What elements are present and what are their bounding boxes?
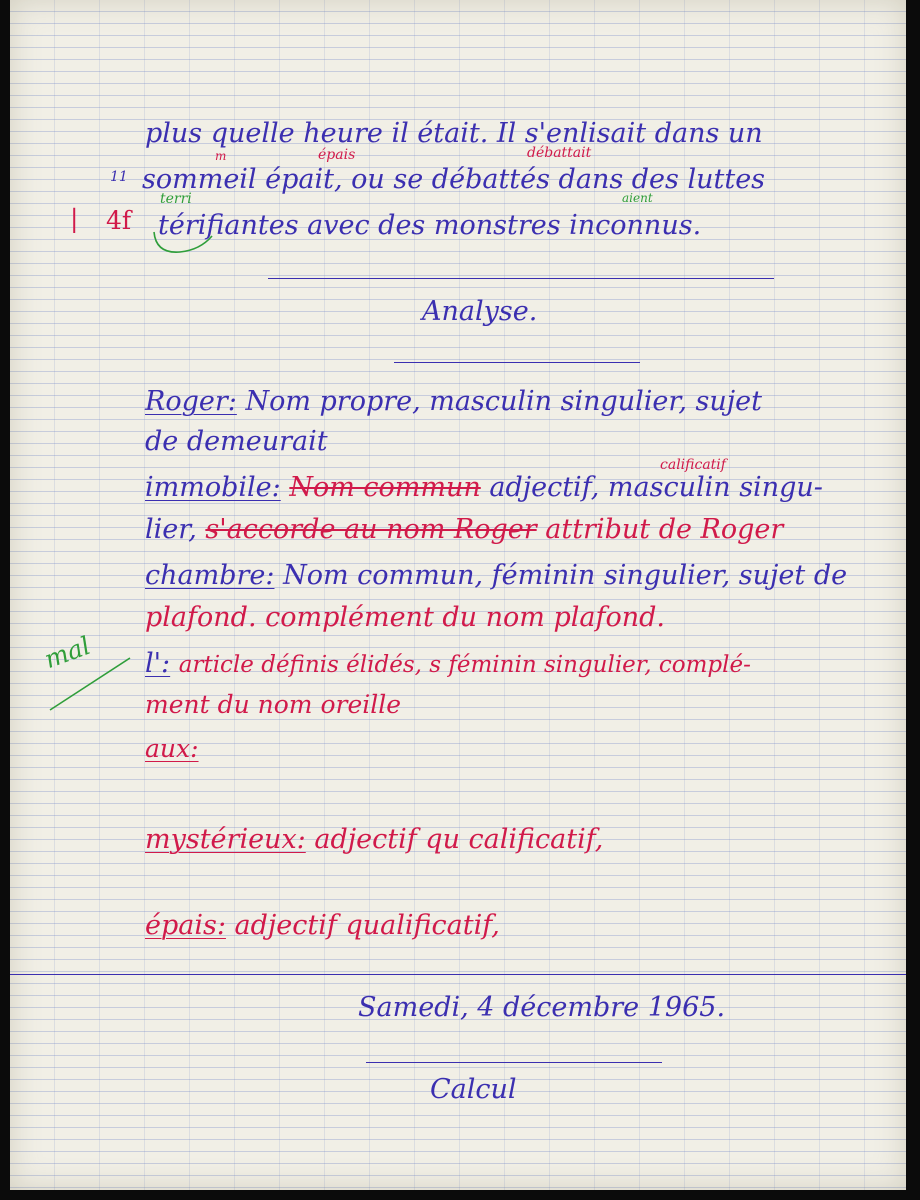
- immobile-cont-b: attribut de Roger: [545, 514, 784, 545]
- immobile-cont-a: lier,: [145, 514, 197, 545]
- analyse-immobile-line: [145, 474, 823, 501]
- notebook-page: [10, 0, 906, 1190]
- roger-label: Roger:: [145, 386, 237, 417]
- immobile-label: immobile:: [145, 472, 281, 503]
- l-label: l':: [145, 648, 171, 679]
- analyse-chambre-line: [145, 562, 847, 589]
- immobile-strike-2: s'accorde au nom Roger: [205, 514, 537, 545]
- text-line-1: plus quelle heure il était. Il s'enlisait dans un: [145, 118, 763, 149]
- divider-3: [366, 1062, 662, 1063]
- divider-2: [394, 362, 640, 363]
- chambre-text-b: commun, féminin singulier, sujet de: [357, 560, 848, 591]
- mysterieux-label: mystérieux:: [145, 824, 306, 855]
- chambre-cont: plafond. complément du nom plafond.: [145, 602, 665, 633]
- text-line-2: sommeil épait, ou se débattés dans des luttes: [142, 164, 766, 195]
- analyse-l-line: [145, 650, 751, 677]
- date-line: Samedi, 4 décembre 1965.: [358, 992, 726, 1023]
- analyse-immobile-cont: [145, 516, 783, 543]
- green-diagonal-mark: [46, 650, 136, 720]
- immobile-strike: Nom commun: [289, 472, 481, 503]
- green-bracket-mark: [150, 230, 230, 260]
- epais-text: adjectif qualificatif,: [234, 910, 500, 941]
- correction-epais: épais: [318, 147, 356, 163]
- correction-m: m: [215, 149, 227, 163]
- analyse-mysterieux-line: [145, 826, 603, 853]
- text-line-3: térifiantes avec des monstres inconnus.: [158, 210, 702, 241]
- margin-note-mal: mal: [40, 630, 95, 675]
- analyse-title: Analyse.: [422, 296, 538, 327]
- aux-label: aux:: [145, 734, 199, 763]
- l-text: article définis élidés, s féminin singulier, complé-: [178, 652, 751, 678]
- analyse-roger-line: [145, 388, 762, 415]
- correction-aient: aient: [622, 191, 653, 205]
- full-divider: [10, 974, 906, 975]
- roger-cont: de demeurait: [145, 426, 328, 457]
- analyse-epais-line: [145, 912, 500, 939]
- immobile-text: adjectif, masculin singu-: [489, 472, 823, 503]
- calcul-title: Calcul: [430, 1074, 517, 1105]
- correction-debattait: débattait: [527, 145, 592, 161]
- correction-terri: terri: [160, 191, 192, 207]
- margin-bar: |: [70, 204, 79, 233]
- chambre-label: chambre:: [145, 560, 275, 591]
- mysterieux-text: adjectif qu calificatif,: [314, 824, 604, 855]
- divider-1: [268, 278, 774, 279]
- epais-label: épais:: [145, 910, 226, 941]
- chambre-text-a: Nom: [283, 560, 349, 591]
- l-cont: ment du nom oreille: [145, 690, 402, 719]
- correction-calificatif: calificatif: [660, 457, 726, 473]
- roger-text: Nom propre, masculin singulier, sujet: [245, 386, 762, 417]
- margin-count-11: 11: [110, 169, 128, 185]
- margin-grade-4f: 4f: [106, 206, 132, 235]
